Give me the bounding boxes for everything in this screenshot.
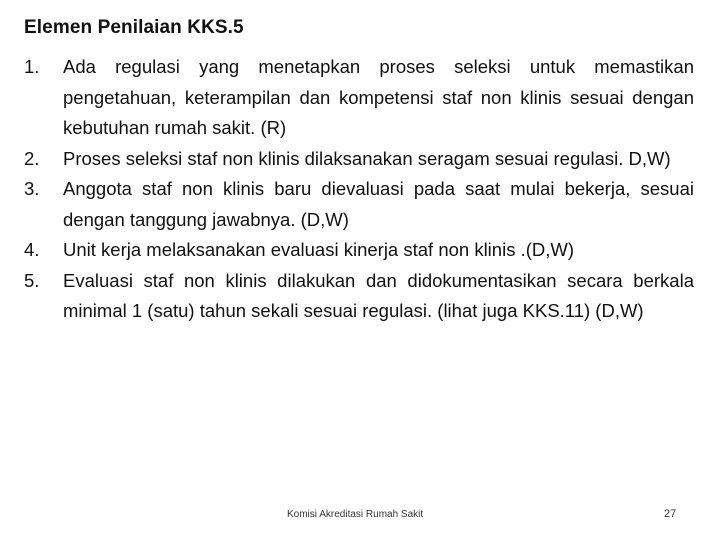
item-text: Anggota staf non klinis baru dievaluasi pada saat mulai bekerja, sesuai dengan tanggung jawabnya. (D,W) <box>63 178 694 230</box>
assessment-list <box>24 52 694 327</box>
list-item <box>24 235 694 266</box>
item-text: Evaluasi staf non klinis dilakukan dan didokumentasikan secara berkala minimal 1 (satu) tahun sekali sesuai regulasi. (lihat juga KKS.11) (D,W) <box>63 269 694 321</box>
page-number: 27 <box>664 508 677 520</box>
item-text: Proses seleksi staf non klinis dilaksanakan seragam sesuai regulasi. D,W) <box>63 147 671 169</box>
item-number: 1. <box>24 56 40 77</box>
list-item <box>24 174 694 235</box>
slide-title: Elemen Penilaian KKS.5 <box>24 17 244 38</box>
item-text: Unit kerja melaksanakan evaluasi kinerja staf non klinis .(D,W) <box>63 239 575 260</box>
item-number: 4. <box>24 239 40 260</box>
list-item <box>24 266 694 327</box>
list-item <box>24 144 694 175</box>
item-number: 3. <box>24 178 40 199</box>
item-number: 2. <box>24 147 40 169</box>
list-item <box>24 52 694 144</box>
item-text: Ada regulasi yang menetapkan proses seleksi untuk memastikan pengetahuan, keterampilan dan kompetensi staf non klinis sesuai dengan kebutuhan rumah sakit. (R) <box>63 56 694 138</box>
item-number: 5. <box>24 269 40 291</box>
footer-text: Komisi Akreditasi Rumah Sakit <box>287 509 424 520</box>
